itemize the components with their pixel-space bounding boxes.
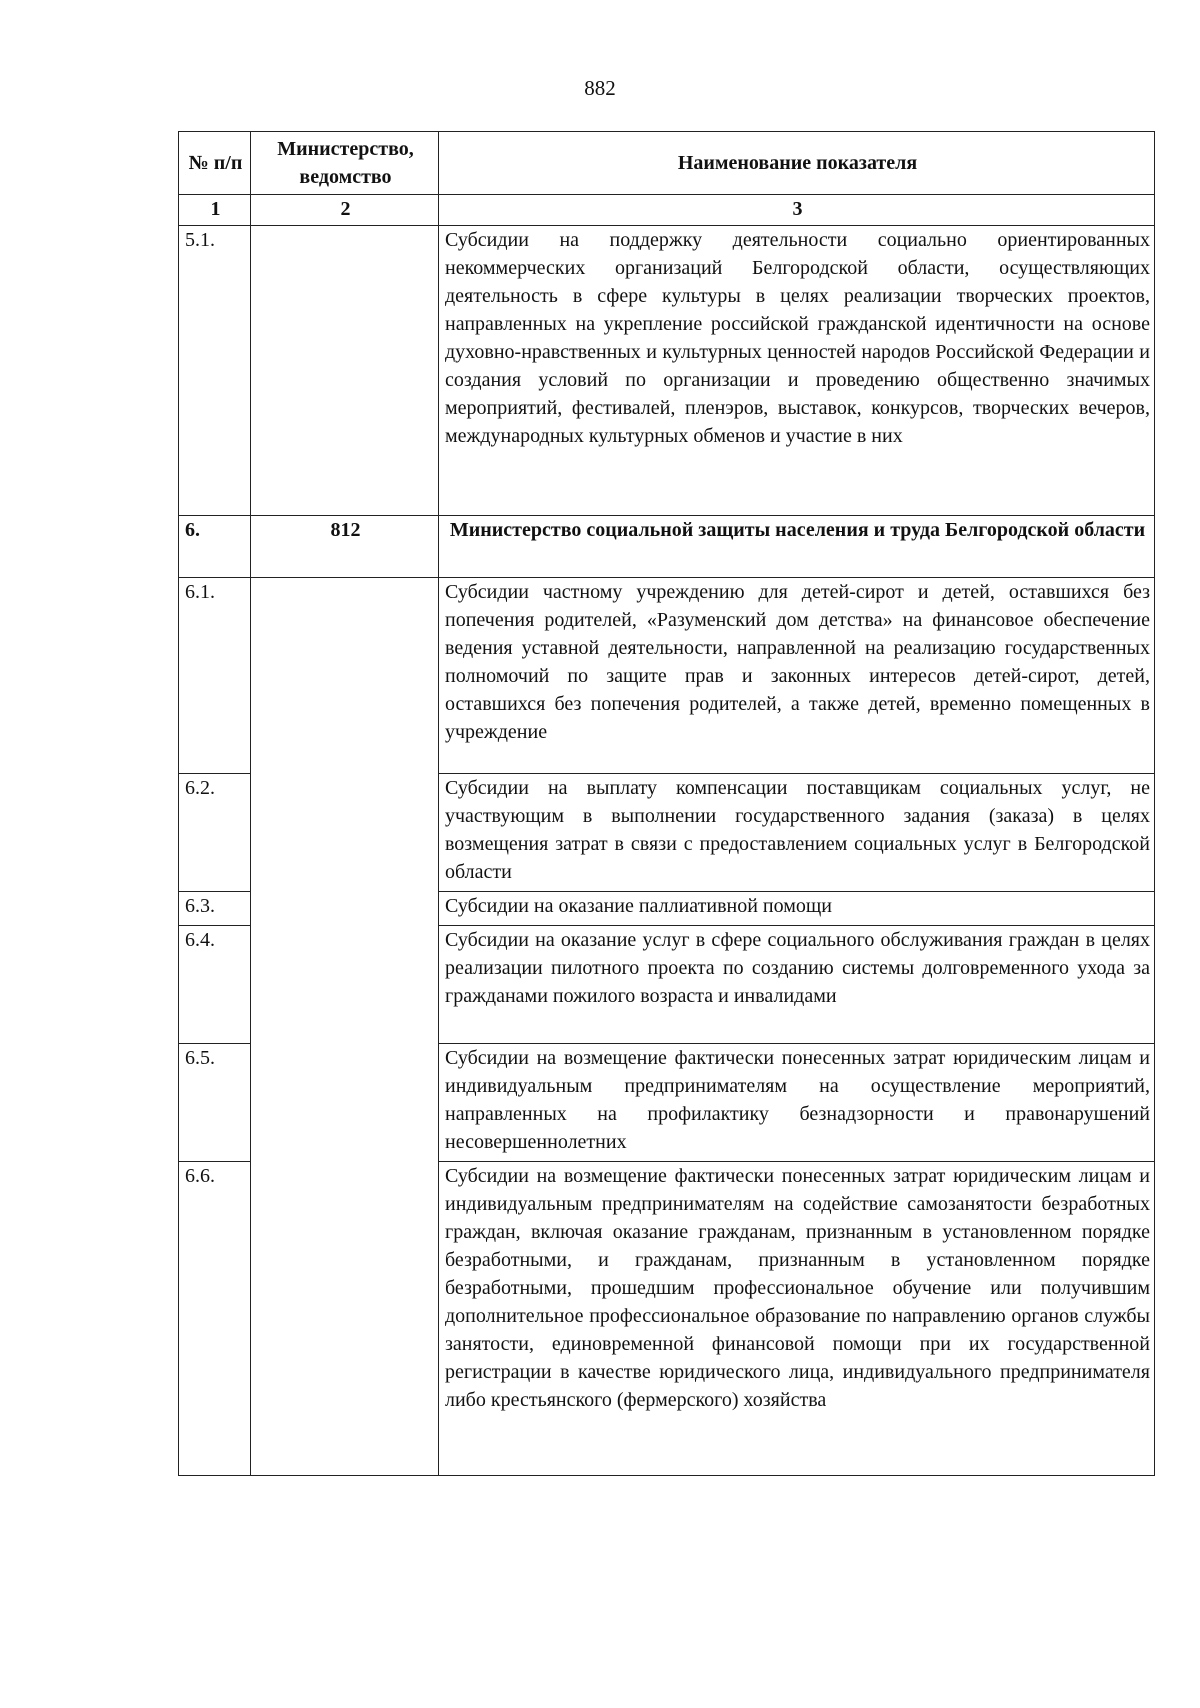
row-indicator-text: Субсидии частному учреждению для детей-сирот и детей, оставшихся без попечения родителей, «Разуменский дом детства» на финансовое обеспечение ведения уставной деятельности, направленной на реализацию государственных полномочий по защите прав и законных интересов детей-сирот, детей, оставшихся без попечения родителей, а также детей, временно помещенных в учреждение [439,578,1155,774]
row-number: 6.6. [179,1162,251,1476]
row-ministry [251,926,439,1044]
table-row [179,926,1155,1044]
header-ministry: Министерство, ведомство [251,132,439,195]
header-indicator-name: Наименование показателя [439,132,1155,195]
column-number: 1 [179,195,251,226]
column-number: 2 [251,195,439,226]
indicators-table [178,131,1155,1476]
row-ministry-code: 812 [251,516,439,578]
row-ministry-title: Министерство социальной защиты населения и труда Белгородской области [439,516,1155,578]
header-number: № п/п [179,132,251,195]
row-number: 6.5. [179,1044,251,1162]
table-row [179,1162,1155,1476]
row-ministry [251,1162,439,1476]
row-number: 6.2. [179,774,251,892]
row-ministry [251,892,439,926]
table-header-row [179,132,1155,195]
table-row [179,578,1155,774]
row-ministry [251,578,439,774]
table-row [179,226,1155,516]
row-number: 6. [179,516,251,578]
row-indicator-text: Субсидии на оказание услуг в сфере социального обслуживания граждан в целях реализации пилотного проекта по созданию системы долговременного ухода за гражданами пожилого возраста и инвалидами [439,926,1155,1044]
row-number: 6.3. [179,892,251,926]
column-numbers-row [179,195,1155,226]
row-indicator-text: Субсидии на выплату компенсации поставщикам социальных услуг, не участвующим в выполнении государственного задания (заказа) в целях возмещения затрат в связи с предоставлением социальных услуг в Белгородской области [439,774,1155,892]
column-number: 3 [439,195,1155,226]
row-ministry [251,774,439,892]
row-indicator-text: Субсидии на оказание паллиативной помощи [439,892,1155,926]
row-indicator-text: Субсидии на поддержку деятельности социально ориентированных некоммерческих организаций Белгородской области, осуществляющих деятельность в сфере культуры в целях реализации творческих проектов, направленных на укрепление российской гражданской идентичности на основе духовно-нравственных и культурных ценностей народов Российской Федерации и создания условий по организации и проведению общественно значимых мероприятий, фестивалей, пленэров, выставок, конкурсов, творческих вечеров, международных культурных обменов и участие в них [439,226,1155,516]
table-row [179,892,1155,926]
page-number: 882 [584,76,616,100]
row-indicator-text: Субсидии на возмещение фактически понесенных затрат юридическим лицам и индивидуальным предпринимателям на содействие самозанятости безработных граждан, включая оказание гражданам, признанным в установленном порядке безработными, и гражданам, признанным в установленном порядке безработными, прошедшим профессиональное обучение или получившим дополнительное профессиональное образование по направлению органов службы занятости, единовременной финансовой помощи при их государственной регистрации в качестве юридического лица, индивидуального предпринимателя либо крестьянского (фермерского) хозяйства [439,1162,1155,1476]
table-row [179,516,1155,578]
row-indicator-text: Субсидии на возмещение фактически понесенных затрат юридическим лицам и индивидуальным предпринимателям на осуществление мероприятий, направленных на профилактику безнадзорности и правонарушений несовершеннолетних [439,1044,1155,1162]
row-ministry [251,1044,439,1162]
table-row [179,1044,1155,1162]
row-number: 6.1. [179,578,251,774]
row-number: 6.4. [179,926,251,1044]
table-row [179,774,1155,892]
row-ministry [251,226,439,516]
row-number: 5.1. [179,226,251,516]
